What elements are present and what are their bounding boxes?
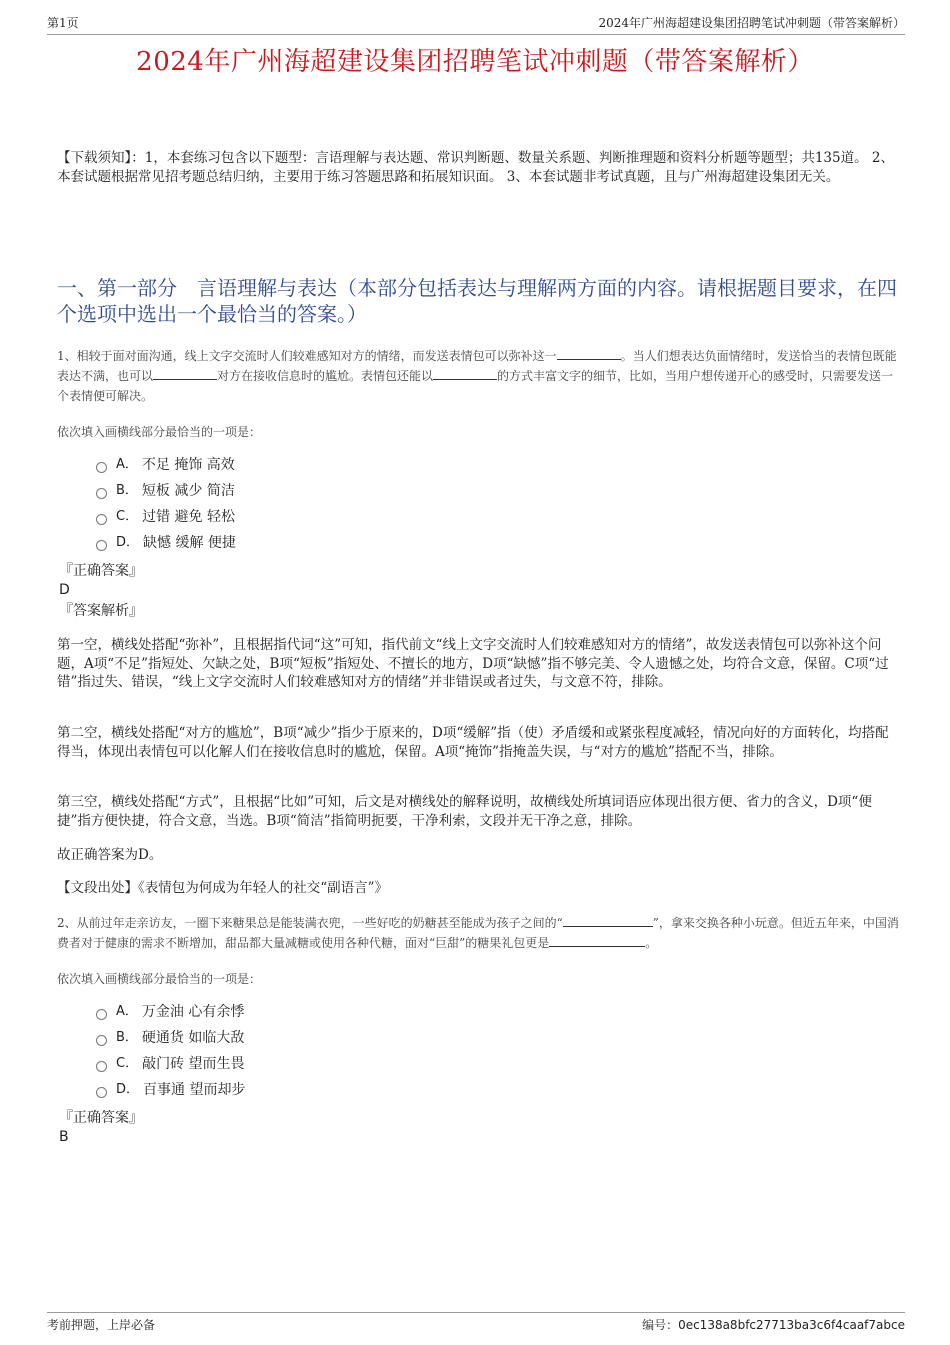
q1-blank-2 bbox=[153, 367, 217, 380]
radio-icon[interactable] bbox=[96, 514, 107, 525]
option-letter: A． bbox=[116, 1004, 138, 1019]
q2-blank-2 bbox=[549, 934, 645, 947]
q1-analysis-label: 『答案解析』 bbox=[59, 603, 143, 619]
radio-icon[interactable] bbox=[96, 1009, 107, 1020]
question-1-text bbox=[57, 346, 902, 406]
q1-blank-1 bbox=[557, 347, 621, 360]
q1-analysis-paragraph: 第三空，横线处搭配“方式”，且根据“比如”可知，后文是对横线处的解释说明，故横线处所填词语应体现出很方便、省力的含义，D项“便捷”指方便快捷，符合文意，当选。B项“简洁”指简明扼要，干净利索，文段并无干净之意，排除。 bbox=[57, 794, 872, 829]
q2-answer-label: 『正确答案』 bbox=[59, 1110, 143, 1126]
q1-text-part: 。当人们想表达负面情绪时，发送恰当的表情包既能表达不满，也可以 bbox=[57, 349, 897, 383]
radio-icon[interactable] bbox=[96, 488, 107, 499]
q1-answer: D bbox=[59, 582, 70, 598]
q1-blank-3 bbox=[433, 367, 497, 380]
download-notice: 【下载须知】：1，本套练习包含以下题型：言语理解与表达题、常识判断题、数量关系题、判断推理题和资料分析题等题型；共135道。 2、本套试题根据常见招考题总结归纳，主要用于练习答题思路和拓展知识面。 3、本套试题非考试真题，且与广州海超建设集团无关。 bbox=[57, 150, 894, 185]
option-letter: D． bbox=[116, 1082, 140, 1097]
radio-icon[interactable] bbox=[96, 540, 107, 551]
page-number: 第1页 bbox=[47, 16, 79, 30]
question-2-text bbox=[57, 913, 902, 953]
option-text: 不足 掩饰 高效 bbox=[141, 457, 235, 473]
q1-analysis-conclusion: 故正确答案为D。 bbox=[57, 847, 163, 863]
option-text: 万金油 心有余悸 bbox=[141, 1004, 245, 1020]
option-text: 缺憾 缓解 便捷 bbox=[143, 535, 236, 551]
radio-icon[interactable] bbox=[96, 1061, 107, 1072]
q2-option-d[interactable] bbox=[96, 1077, 245, 1103]
option-text: 百事通 望而却步 bbox=[143, 1082, 246, 1098]
option-text: 硬通货 如临大敌 bbox=[141, 1030, 245, 1046]
footer-doc-id: 编号：0ec138a8bfc27713ba3c6f4caaf7abce bbox=[642, 1318, 905, 1332]
q1-option-d[interactable] bbox=[96, 530, 236, 556]
question-1-prompt: 依次填入画横线部分最恰当的一项是： bbox=[57, 425, 262, 439]
q2-option-a[interactable] bbox=[96, 999, 245, 1025]
q2-text-part: ”，拿来交换各种小玩意。但近五年来，中国消费者对于健康的需求不断增加，甜品都大量减糖或使用各种代糖，面对“巨甜”的糖果礼包更是 bbox=[57, 916, 899, 950]
option-letter: B． bbox=[116, 1030, 138, 1045]
header-doc-title: 2024年广州海超建设集团招聘笔试冲刺题（带答案解析） bbox=[598, 16, 905, 30]
q1-analysis-paragraph: 第一空，横线处搭配“弥补”，且根据指代词“这”可知，指代前文“线上文字交流时人们较难感知对方的情绪”，故发送表情包可以弥补这个问题，A项“不足”指短处、欠缺之处，B项“短板”指短处、不擅长的地方，D项“缺憾”指不够完美、令人遗憾之处，均符合文意，保留。C项“过错”指过失、错误，“线上文字交流时人们较难感知对方的情绪”并非错误或者过失，与文意不符，排除。 bbox=[57, 637, 889, 690]
document-title: 2024年广州海超建设集团招聘笔试冲刺题（带答案解析） bbox=[136, 47, 814, 77]
option-letter: C． bbox=[116, 1056, 139, 1071]
q1-analysis-paragraph: 第二空，横线处搭配“对方的尴尬”，B项“减少”指少于原来的，D项“缓解”指（使）矛盾缓和或紧张程度减轻，情况向好的方面转化，均搭配得当，体现出表情包可以化解人们在接收信息时的尴尬，保留。A项“掩饰”指掩盖失误，与“对方的尴尬”搭配不当，排除。 bbox=[57, 725, 889, 760]
footer-slogan: 考前押题，上岸必备 bbox=[47, 1318, 156, 1332]
q1-text-part: 对方在接收信息时的尴尬。表情包还能以 bbox=[217, 369, 434, 383]
option-letter: D． bbox=[116, 535, 140, 550]
section-heading: 一、第一部分 言语理解与表达（本部分包括表达与理解两方面的内容。请根据题目要求，在四个选项中选出一个最恰当的答案。） bbox=[57, 276, 897, 326]
radio-icon[interactable] bbox=[96, 1087, 107, 1098]
q1-text-part: 的方式丰富文字的细节，比如，当用户想传递开心的感受时，只需要发送一个表情便可解决。 bbox=[57, 369, 894, 403]
radio-icon[interactable] bbox=[96, 1035, 107, 1046]
q1-source: 【文段出处】《表情包为何成为年轻人的社交“副语言”》 bbox=[57, 880, 389, 896]
q1-option-b[interactable] bbox=[96, 478, 236, 504]
q2-text-part: 。 bbox=[645, 936, 658, 950]
q2-blank-1 bbox=[563, 914, 653, 927]
q2-answer: B bbox=[59, 1129, 69, 1145]
q2-option-b[interactable] bbox=[96, 1025, 245, 1051]
question-2-prompt: 依次填入画横线部分最恰当的一项是： bbox=[57, 972, 262, 986]
option-letter: C． bbox=[116, 509, 139, 524]
q1-option-c[interactable] bbox=[96, 504, 236, 530]
radio-icon[interactable] bbox=[96, 462, 107, 473]
q2-option-c[interactable] bbox=[96, 1051, 245, 1077]
question-2-options bbox=[96, 999, 245, 1103]
q2-text-part: 2、从前过年走亲访友，一圈下来糖果总是能装满衣兜，一些好吃的奶糖甚至能成为孩子之间的“ bbox=[57, 916, 563, 930]
question-1-options bbox=[96, 452, 236, 556]
option-letter: B． bbox=[116, 483, 138, 498]
page-footer bbox=[47, 1312, 905, 1335]
option-text: 过错 避免 轻松 bbox=[142, 509, 235, 525]
q1-answer-label: 『正确答案』 bbox=[59, 563, 143, 579]
option-letter: A． bbox=[116, 457, 138, 472]
option-text: 短板 减少 简洁 bbox=[141, 483, 235, 499]
q1-text-part: 1、相较于面对面沟通，线上文字交流时人们较难感知对方的情绪，而发送表情包可以弥补这一 bbox=[57, 349, 557, 363]
page-header bbox=[47, 14, 905, 35]
option-text: 敲门砖 望而生畏 bbox=[142, 1056, 245, 1072]
q1-option-a[interactable] bbox=[96, 452, 236, 478]
